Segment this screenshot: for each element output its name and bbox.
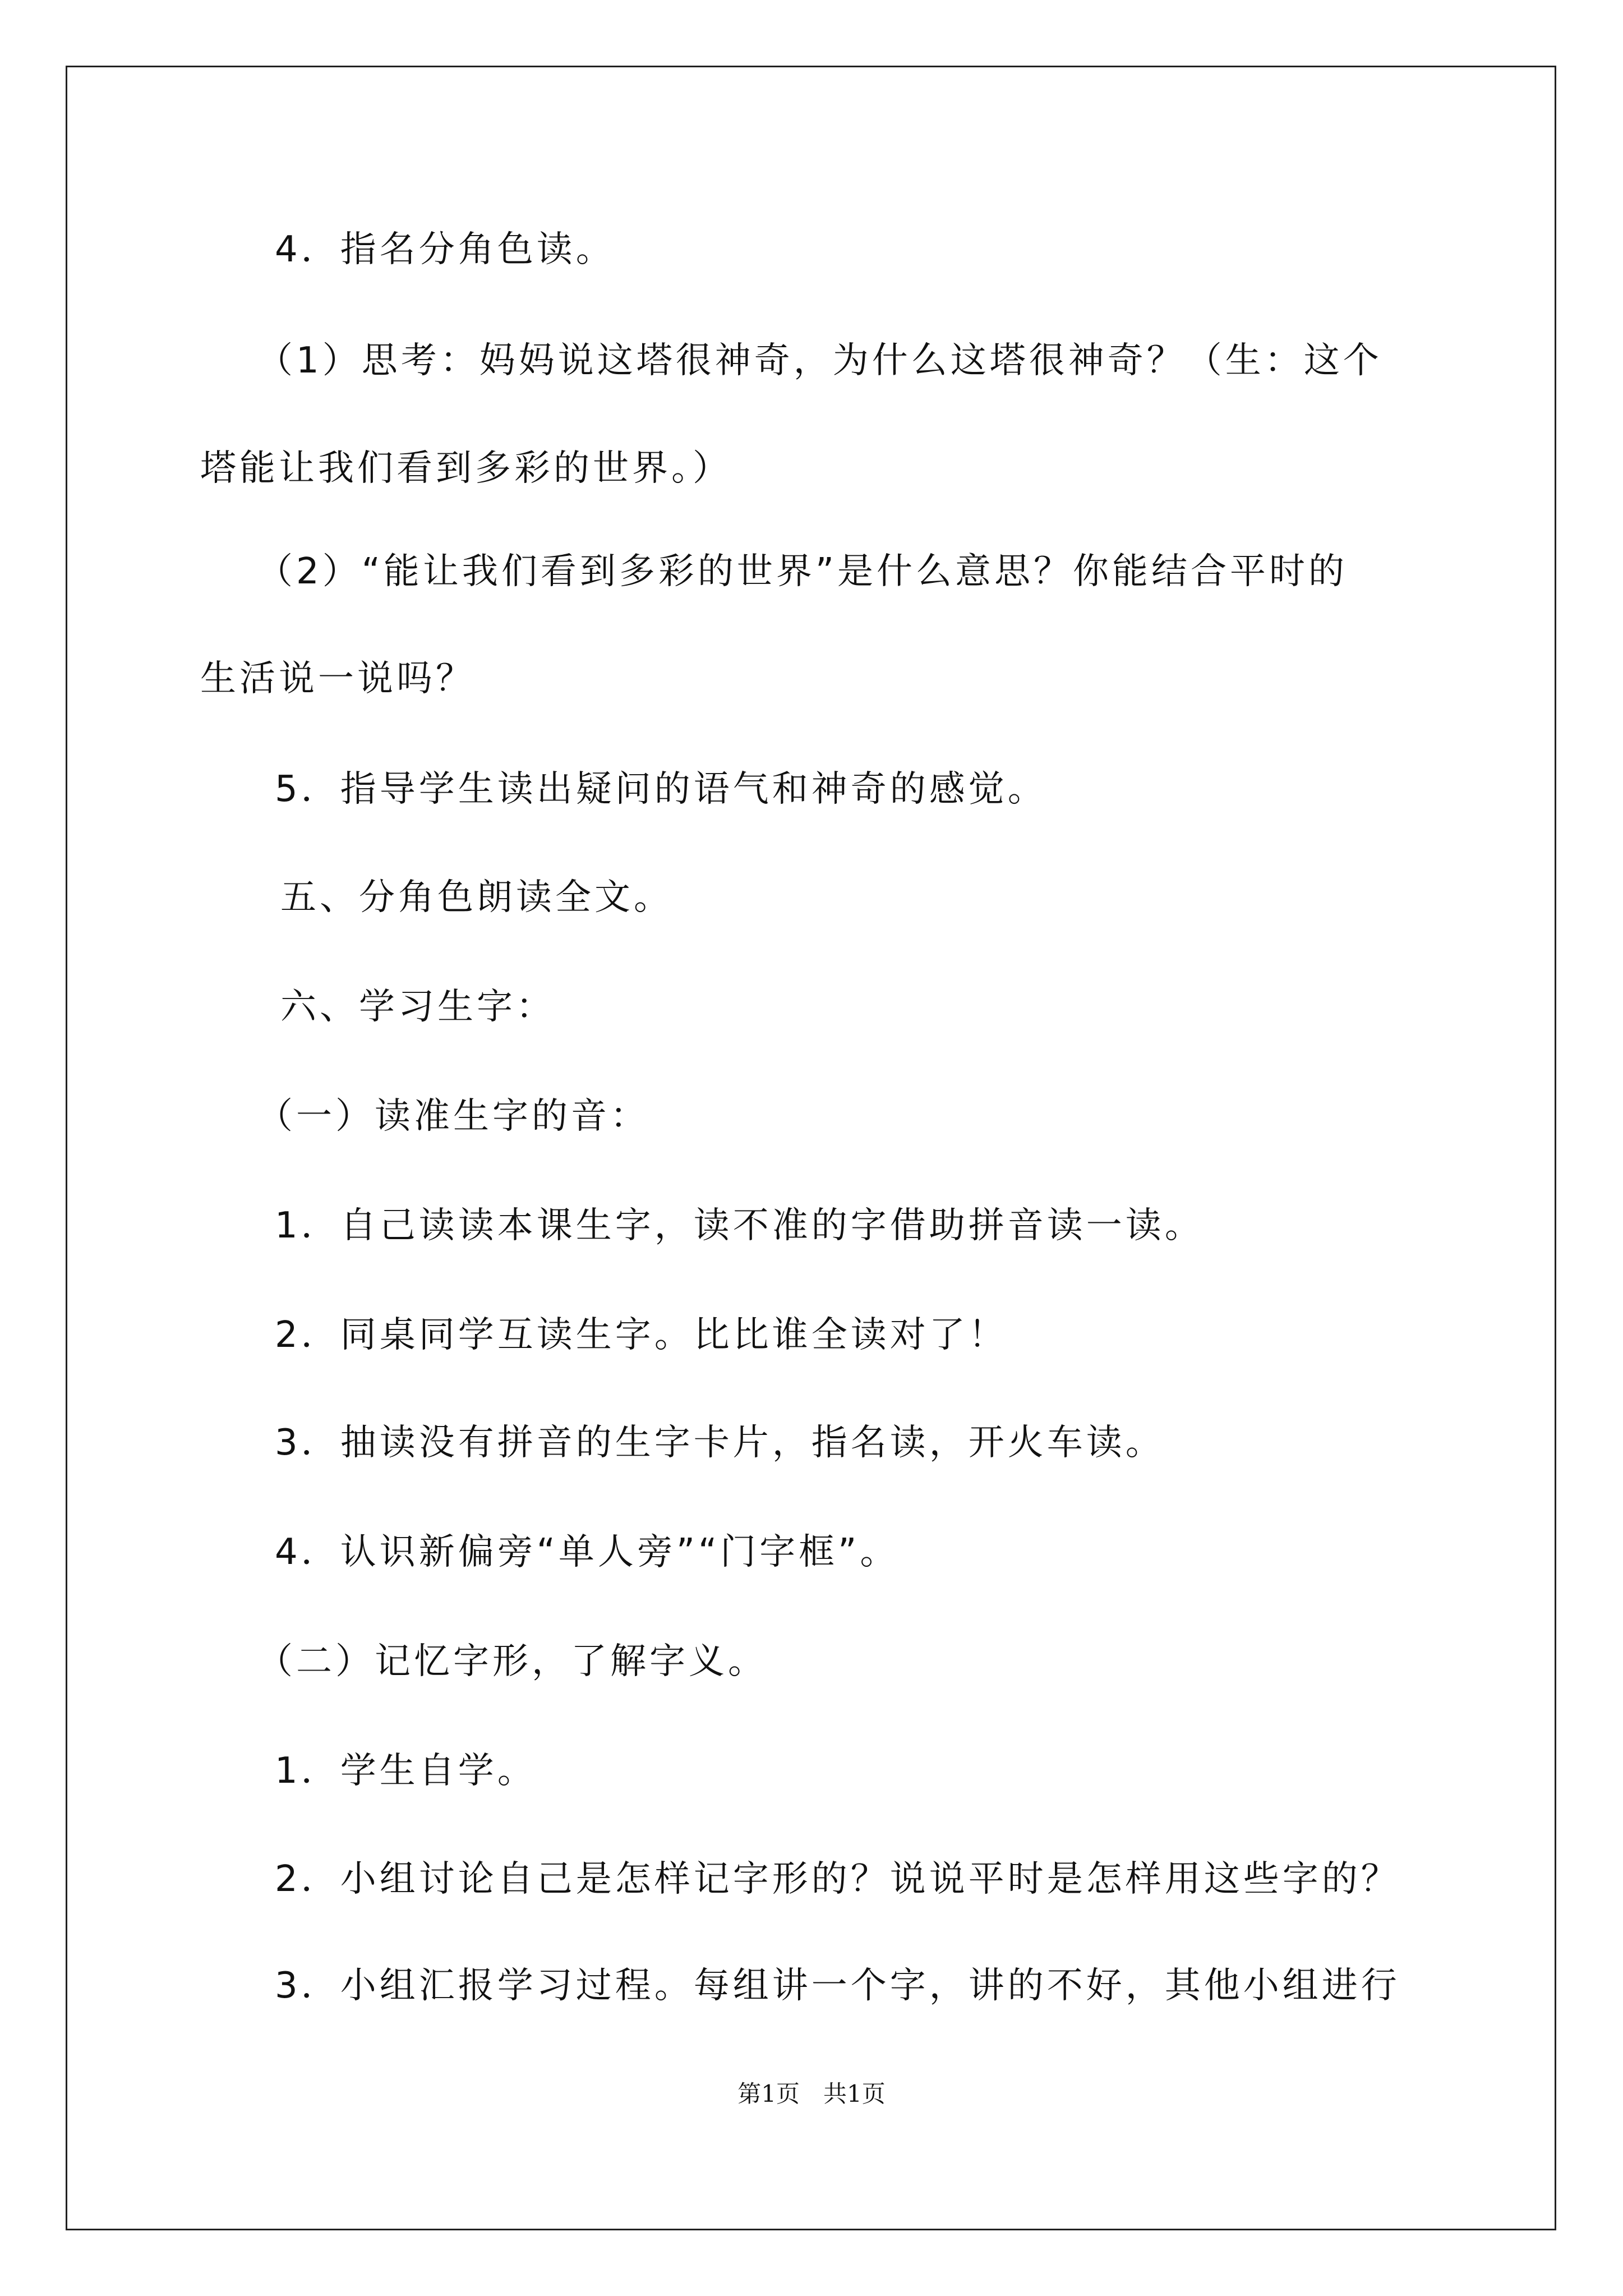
body-line-13: 4．认识新偏旁“单人旁”“门字框”。 (275, 1531, 900, 1573)
body-line-12: 3．抽读没有拼音的生字卡片，指名读，开火车读。 (275, 1422, 1165, 1464)
body-line-3: 塔能让我们看到多彩的世界。） (200, 448, 732, 489)
body-line-6: 5．指导学生读出疑问的语气和神奇的感觉。 (275, 769, 1047, 810)
body-line-14: （二）记忆字形，了解字义。 (257, 1641, 767, 1682)
body-line-17: 3．小组汇报学习过程。每组讲一个字，讲的不好，其他小组进行 (275, 1965, 1400, 2007)
body-line-7: 五、分角色朗读全文。 (280, 877, 673, 918)
body-line-4: （2）“能让我们看到多彩的世界”是什么意思？你能结合平时的 (257, 551, 1348, 592)
body-line-8: 六、学习生字： (280, 986, 555, 1028)
body-line-2: （1）思考：妈妈说这塔很神奇，为什么这塔很神奇？（生：这个 (257, 340, 1382, 381)
page-number-footer: 第1页 共1页 (737, 2080, 886, 2108)
body-line-11: 2．同桌同学互读生字。比比谁全读对了！ (275, 1314, 1008, 1356)
body-line-1: 4．指名分角色读。 (275, 229, 615, 270)
body-line-15: 1．学生自学。 (275, 1750, 537, 1792)
body-line-16: 2．小组讨论自己是怎样记字形的？说说平时是怎样用这些字的？ (275, 1858, 1400, 1900)
body-line-10: 1．自己读读本课生字，读不准的字借助拼音读一读。 (275, 1205, 1204, 1246)
page-border (66, 66, 1556, 2230)
body-line-5: 生活说一说吗？ (200, 658, 475, 700)
body-line-9: （一）读准生字的音： (257, 1096, 649, 1137)
